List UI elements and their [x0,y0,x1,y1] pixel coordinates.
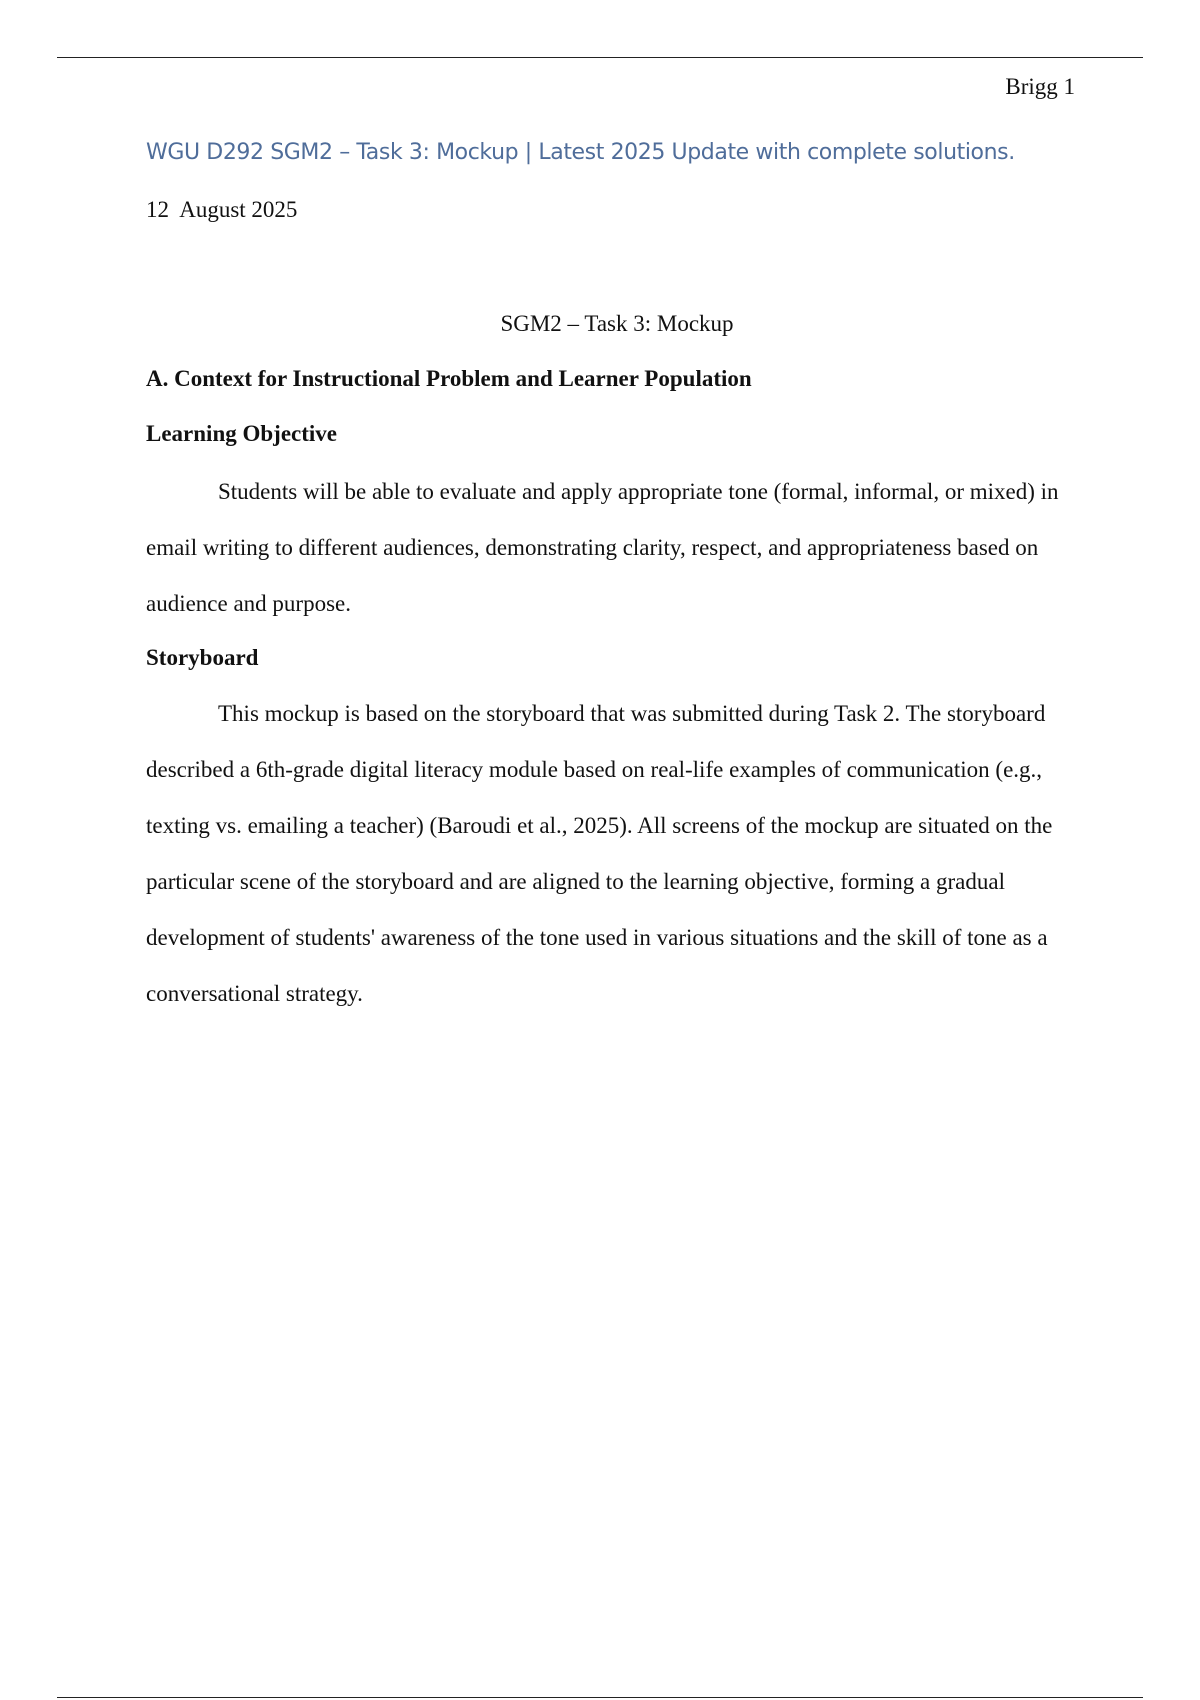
storyboard-heading: Storyboard [146,645,259,670]
learning-objective-paragraph: Students will be able to evaluate and apply appropriate tone (formal, informal, or mixed) in email writing to different audiences, demonstrating clarity, respect, and appropriateness based on audience and purpose. [146,479,1059,616]
footer-rule [57,1697,1143,1698]
document-date: 12 August 2025 [146,197,298,222]
document-title: WGU D292 SGM2 – Task 3: Mockup | Latest 2025 Update with complete solutions. [146,140,1015,165]
centered-title: SGM2 – Task 3: Mockup [500,311,734,336]
header-rule [57,57,1143,58]
learning-objective-heading: Learning Objective [146,421,337,446]
section-a-heading: A. Context for Instructional Problem and Learner Population [146,366,752,391]
storyboard-paragraph: This mockup is based on the storyboard that was submitted during Task 2. The storyboard described a 6th-grade digital literacy module based on real-life examples of communication (e.g., texting vs. emailing a teacher) (Baroudi et al., 2025). All screens of the mockup are situated on the particular scene of the storyboard and are aligned to the learning objective, forming a gradual development of students' awareness of the tone used in various situations and the skill of tone as a conversational strategy. [146,701,1053,1006]
page-number: Brigg 1 [1005,74,1075,99]
